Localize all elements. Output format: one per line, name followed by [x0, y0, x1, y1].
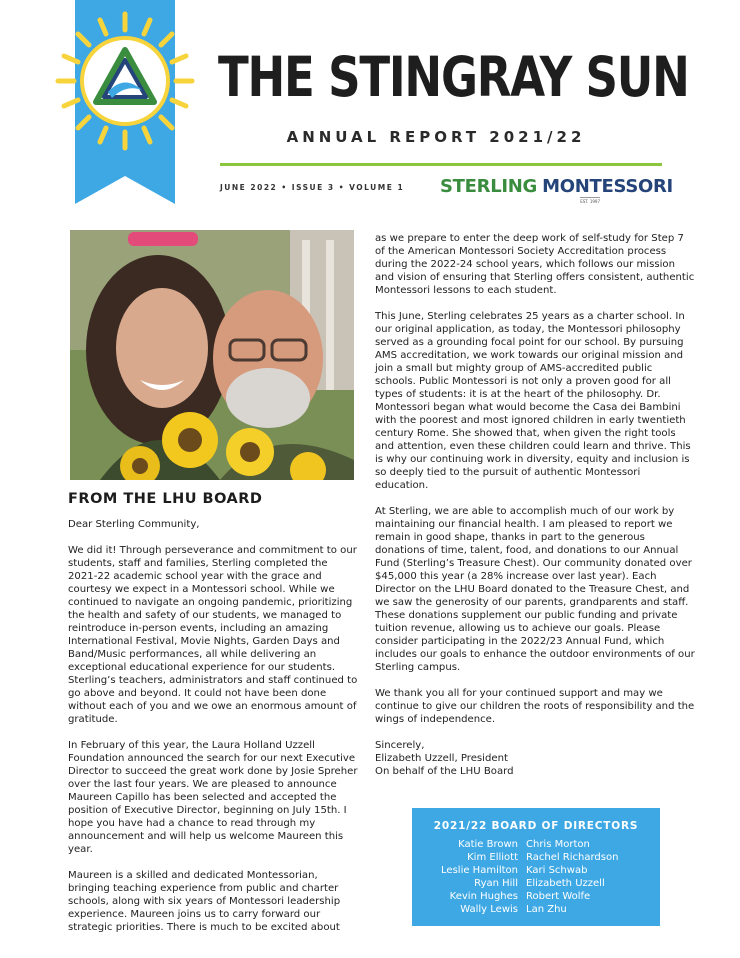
brand-established: EST. 1997 — [580, 199, 600, 204]
director-name: Robert Wolfe — [526, 891, 591, 902]
brand-word-montessori: MONTESSORI — [542, 176, 673, 197]
signoff-line: On behalf of the LHU Board — [375, 766, 514, 777]
article-right-column — [375, 232, 695, 778]
board-column-left — [412, 838, 522, 916]
director-name: Rachel Richardson — [526, 852, 619, 863]
paragraph: At Sterling, we are able to accomplish much of our work by maintaining our financial health. I am pleased to report we remain in good shape, thanks in part to the generous donations of time, talent, food, and donations to our Annual Fund (Sterling’s Treasure Chest). Our community donated over $45,000 this year (a 28% increase over last year). Each Director on the LHU Board donated to the Treasure Chest, and we saw the generosity of our parents, grandparents and staff. These donations supplement our public funding and private tuition revenue, allowing us to achieve our goals. Please consider participating in the 2022/23 Annual Fund, which includes our goals to enhance the outdoor environments of our Sterling campus. — [375, 506, 695, 673]
board-of-directors-box — [412, 808, 660, 926]
paragraph: In February of this year, the Laura Holland Uzzell Foundation announced the search for our next Executive Director to succeed the great work done by Josie Spreher over the last four years. We are pleased to announce Maureen Capillo has been selected and accepted the position of Executive Director, beginning on July 15th. I hope you have had a chance to read through my announcement and will help us welcome Maureen this year. — [68, 740, 358, 855]
board-column-right — [522, 838, 660, 916]
director-name: Kim Elliott — [467, 852, 518, 863]
paragraph: Dear Sterling Community, — [68, 519, 200, 530]
director-name: Katie Brown — [458, 839, 518, 850]
director-name: Chris Morton — [526, 839, 590, 850]
couple-with-sunflowers-photo — [70, 230, 354, 480]
article-left-column — [68, 518, 358, 947]
director-name: Kevin Hughes — [449, 891, 518, 902]
green-divider — [220, 163, 662, 166]
director-name: Ryan Hill — [474, 878, 518, 889]
director-name: Wally Lewis — [460, 904, 518, 915]
brand-word-sterling: STERLING — [440, 176, 538, 197]
paragraph: This June, Sterling celebrates 25 years as a charter school. In our original application, as today, the Montessori philosophy served as a grounding focal point for our school. By pursuing AMS accreditation, we work towards our original mission and join a small but mighty group of AMS-accredited public schools. Public Montessori is not only a proven good for all types of students: it is at the heart of the philosophy. Dr. Montessori began what would become the Casa dei Bambini with the poorest and most ignored children in early twentieth century Rome. She showed that, when given the right tools and attention, even these children could learn and thrive. This is why our continuing work in diversity, equity and inclusion is so deeply tied to the pursuit of authentic Montessori education. — [375, 311, 691, 491]
signoff-line: Elizabeth Uzzell, President — [375, 753, 508, 764]
article-heading: FROM THE LHU BOARD — [68, 491, 263, 507]
sterling-montessori-logo — [440, 176, 673, 204]
paragraph: We did it! Through perseverance and commitment to our students, staff and families, Sterling completed the 2021-22 academic school year with the grace and courtesy we expect in a Montessori school. While we continued to navigate an ongoing pandemic, prioritizing the health and safety of our students, we managed to reintroduce in-person events, including an amazing International Festival, Movie Nights, Garden Days and Band/Music performances, all while delivering an exceptional educational experience for our students. Sterling’s teachers, administrators and staff continued to go above and beyond. It could not have been done without each of you and we owe an enormous amount of gratitude. — [68, 545, 358, 725]
director-name: Elizabeth Uzzell — [526, 878, 605, 889]
director-name: Lan Zhu — [526, 904, 567, 915]
paragraph: Maureen is a skilled and dedicated Montessorian, bringing teaching experience from public and charter schools, along with six years of Montessori leadership experience. Maureen joins us to carry forward our strategic priorities. There is much to be excited about — [68, 870, 341, 933]
report-subtitle: ANNUAL REPORT 2021/22 — [286, 128, 586, 146]
director-name: Kari Schwab — [526, 865, 588, 876]
board-names — [412, 838, 660, 916]
paragraph: as we prepare to enter the deep work of self-study for Step 7 of the American Montessori Society Accreditation process during the 2022-24 school years, which follows our mission and vision of ensuring that Sterling offers consistent, authentic Montessori lessons to each student. — [375, 233, 695, 296]
signoff-line: Sincerely, — [375, 740, 425, 751]
director-name: Leslie Hamilton — [441, 865, 518, 876]
paragraph: We thank you all for your continued support and may we continue to give our children the roots of responsibility and the wings of independence. — [375, 688, 695, 725]
issue-line: JUNE 2022 • ISSUE 3 • VOLUME 1 — [220, 183, 405, 192]
sun-logo-icon — [50, 6, 200, 156]
board-title: 2021/22 BOARD OF DIRECTORS — [433, 820, 639, 832]
newsletter-title: THE STINGRAY SUN — [218, 45, 689, 109]
signoff — [375, 739, 695, 778]
